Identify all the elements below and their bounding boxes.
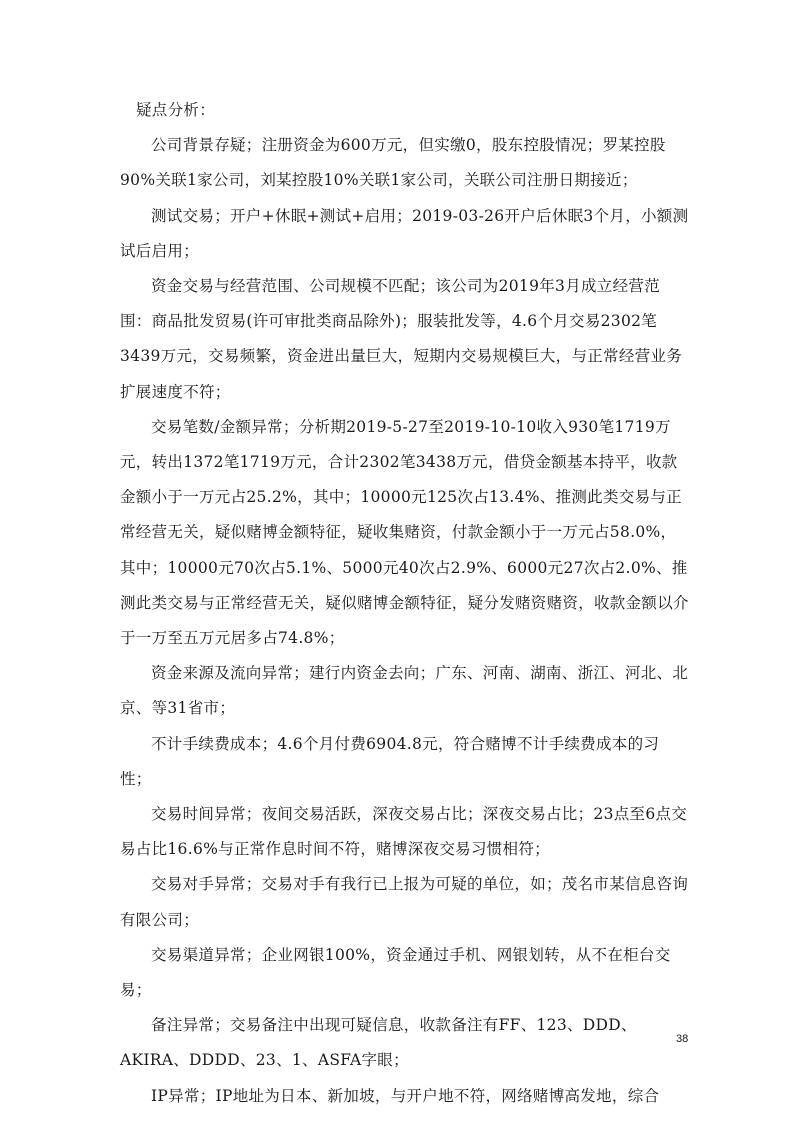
- paragraph-transaction-time: 交易时间异常；夜间交易活跃，深夜交易占比；深夜交易占比；23点至6点交易占比16.6%与正常作息时间不符，赌博深夜交易习惯相符；: [120, 805, 688, 859]
- page-number: 38: [676, 1033, 689, 1045]
- paragraph-channel: 交易渠道异常；企业网银100%，资金通过手机、网银划转，从不在柜台交易；: [120, 945, 671, 1000]
- paragraph-transaction-count-anomaly: 交易笔数/金额异常；分析期2019-5-27至2019-10-10收入930笔1719万元，转出1372笔1719万元，合计2302笔3438万元，借贷金额基本持平，收款金额小于一万元占25.2%，其中；10000元125次占13.4%、推测此类交易与正常经营无关，疑似赌博金额特征，疑收集赌资，付款金额小于一万元占58.0%，其中；10000元70次占5.1%、5000元40次占2.9%、6000元27次占2.0%、推测此类交易与正常经营无关，疑似赌博金额特征，疑分发赌资赌资，收款金额以介于一万至五万元居多占74.8%；: [120, 417, 689, 648]
- paragraph-company-background: 公司背景存疑；注册资金为600万元，但实缴0，股东控股情况；罗某控股90%关联1家公司，刘某控股10%关联1家公司，关联公司注册日期接近；: [120, 136, 666, 190]
- paragraph-fee-cost: 不计手续费成本；4.6个月付费6904.8元，符合赌博不计手续费成本的习性；: [120, 734, 660, 788]
- paragraph-test-transaction: 测试交易；开户+休眠+测试+启用；2019-03-26开户后休眠3个月，小额测试后启用；: [120, 206, 689, 260]
- section-heading: 疑点分析：: [136, 101, 216, 119]
- body-text: [120, 93, 690, 1114]
- paragraph-ip: IP异常；IP地址为日本、新加坡，与开户地不符，网络赌博高发地，综合: [151, 1086, 660, 1105]
- paragraph-remarks: 备注异常；交易备注中出现可疑信息，收款备注有FF、123、DDD、AKIRA、DDDD、23、1、ASFA字眼；: [120, 1016, 637, 1070]
- paragraph-business-scope-mismatch: 资金交易与经营范围、公司规模不匹配；该公司为2019年3月成立经营范围：商品批发贸易(许可审批类商品除外)；服装批发等，4.6个月交易2302笔3439万元，交易频繁，资金进出量巨大，短期内交易规模巨大，与正常经营业务扩展速度不符；: [120, 277, 683, 401]
- paragraph-fund-flow-anomaly: 资金来源及流向异常；建行内资金去向；广东、河南、湖南、浙江、河北、北京、等31省市；: [120, 664, 689, 718]
- paragraph-counterparty: 交易对手异常；交易对手有我行已上报为可疑的单位，如；茂名市某信息咨询有限公司；: [120, 875, 689, 929]
